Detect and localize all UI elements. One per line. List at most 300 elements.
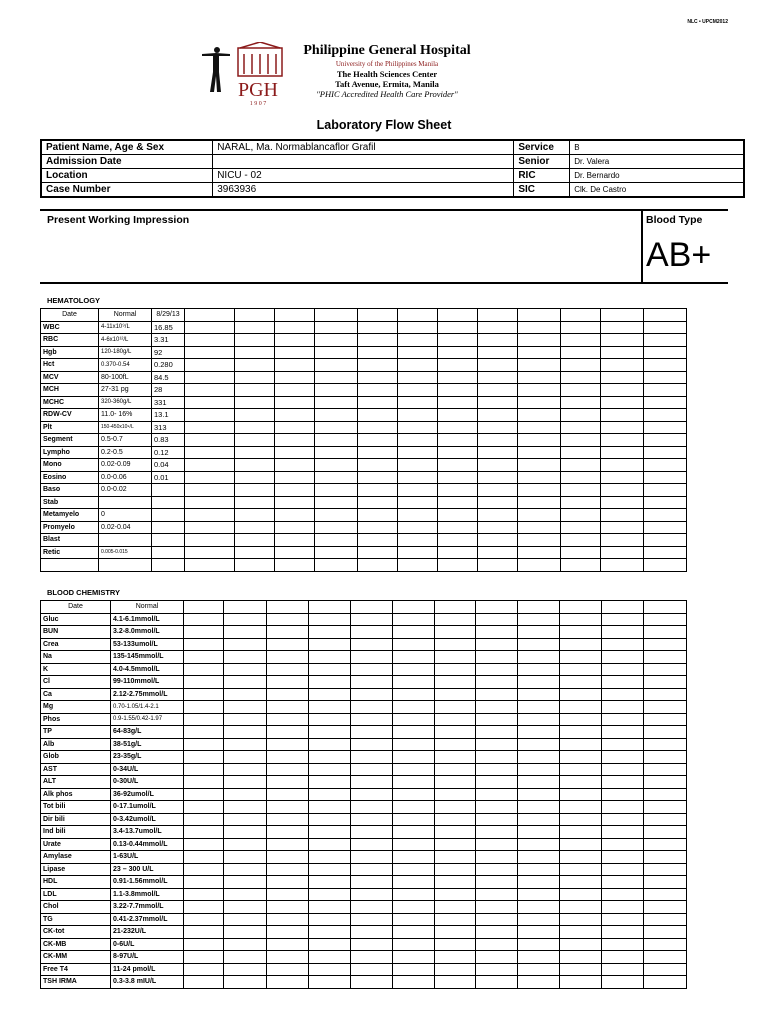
chemistry-header-row	[41, 601, 687, 614]
result-value: 84.5	[152, 371, 185, 384]
empty-cell	[561, 509, 601, 522]
empty-cell	[560, 876, 602, 889]
empty-cell	[224, 738, 267, 751]
empty-cell	[224, 826, 267, 839]
empty-cell	[560, 863, 602, 876]
empty-cell	[435, 976, 476, 989]
empty-cell	[393, 701, 435, 714]
empty-cell	[351, 738, 393, 751]
empty-cell	[267, 676, 309, 689]
empty-cell	[518, 751, 560, 764]
empty-cell	[476, 938, 518, 951]
empty-cell	[435, 788, 476, 801]
empty-cell	[275, 309, 315, 322]
normal-range: 1.1-3.8mmol/L	[111, 888, 184, 901]
normal-range: 0-30U/L	[111, 776, 184, 789]
empty-cell	[398, 421, 438, 434]
empty-cell	[309, 626, 351, 639]
empty-cell	[393, 651, 435, 664]
parameter-name: MCH	[41, 384, 99, 397]
table-row	[41, 651, 687, 664]
table-row	[41, 713, 687, 726]
table-row	[41, 688, 687, 701]
table-row	[41, 421, 687, 434]
empty-cell	[601, 371, 644, 384]
empty-cell	[184, 976, 224, 989]
empty-cell	[235, 346, 275, 359]
empty-cell	[184, 801, 224, 814]
empty-cell	[309, 738, 351, 751]
table-row	[41, 409, 687, 422]
empty-cell	[267, 938, 309, 951]
empty-cell	[351, 863, 393, 876]
empty-cell	[184, 738, 224, 751]
empty-cell	[438, 409, 478, 422]
empty-cell	[309, 726, 351, 739]
parameter-name: Hct	[41, 359, 99, 372]
normal-range: 53-133umol/L	[111, 638, 184, 651]
blood-type-label: Blood Type	[646, 214, 703, 226]
empty-cell	[435, 651, 476, 664]
empty-cell	[644, 409, 687, 422]
empty-cell	[267, 776, 309, 789]
empty-cell	[267, 926, 309, 939]
empty-cell	[476, 763, 518, 776]
empty-cell	[518, 976, 560, 989]
empty-cell	[267, 738, 309, 751]
info-value: 3963936	[213, 183, 514, 198]
empty-cell	[398, 309, 438, 322]
info-label: Location	[41, 169, 213, 183]
table-row	[41, 838, 687, 851]
normal-range: 4-6x10¹²/L	[99, 334, 152, 347]
empty-cell	[224, 813, 267, 826]
empty-cell	[602, 776, 644, 789]
result-value	[152, 521, 185, 534]
empty-cell	[224, 926, 267, 939]
logo-pgh-text: PGH	[237, 79, 279, 101]
empty-cell	[601, 359, 644, 372]
empty-cell	[224, 651, 267, 664]
parameter-name: ALT	[41, 776, 111, 789]
empty-cell	[644, 321, 687, 334]
empty-cell	[309, 901, 351, 914]
empty-cell	[561, 384, 601, 397]
empty-cell	[435, 826, 476, 839]
empty-cell	[184, 763, 224, 776]
empty-cell	[476, 663, 518, 676]
empty-cell	[476, 863, 518, 876]
table-row	[41, 384, 687, 397]
empty-cell	[351, 676, 393, 689]
empty-cell	[224, 713, 267, 726]
empty-cell	[560, 801, 602, 814]
empty-cell	[185, 534, 235, 547]
empty-cell	[561, 371, 601, 384]
empty-cell	[644, 663, 687, 676]
empty-cell	[560, 888, 602, 901]
empty-cell	[478, 346, 518, 359]
empty-cell	[184, 863, 224, 876]
empty-cell	[561, 309, 601, 322]
empty-cell	[275, 471, 315, 484]
empty-cell	[476, 613, 518, 626]
hematology-table	[40, 308, 687, 572]
empty-cell	[476, 726, 518, 739]
parameter-name: CK-tot	[41, 926, 111, 939]
empty-cell	[309, 688, 351, 701]
empty-cell	[315, 421, 358, 434]
empty-cell	[644, 613, 687, 626]
empty-cell	[518, 409, 561, 422]
empty-cell	[358, 421, 398, 434]
normal-range: 0.41-2.37mmol/L	[111, 913, 184, 926]
empty-cell	[518, 801, 560, 814]
info-value-2: Dr. Valera	[570, 155, 744, 169]
empty-cell	[309, 601, 351, 614]
table-row	[41, 509, 687, 522]
empty-cell	[602, 963, 644, 976]
empty-cell	[224, 851, 267, 864]
table-row	[41, 663, 687, 676]
empty-cell	[476, 788, 518, 801]
empty-cell	[601, 334, 644, 347]
normal-range: 27-31 pg	[99, 384, 152, 397]
table-row	[41, 546, 687, 559]
empty-cell	[275, 534, 315, 547]
parameter-name: Hgb	[41, 346, 99, 359]
empty-cell	[518, 359, 561, 372]
empty-cell	[644, 763, 687, 776]
empty-cell	[518, 776, 560, 789]
empty-cell	[644, 713, 687, 726]
empty-cell	[184, 676, 224, 689]
empty-cell	[309, 963, 351, 976]
empty-cell	[435, 638, 476, 651]
empty-cell	[315, 546, 358, 559]
empty-cell	[224, 601, 267, 614]
empty-cell	[267, 651, 309, 664]
empty-cell	[518, 913, 560, 926]
empty-cell	[601, 459, 644, 472]
university-name: University of the Philippines Manila	[335, 60, 439, 68]
empty-cell	[185, 546, 235, 559]
table-row	[41, 788, 687, 801]
empty-cell	[602, 851, 644, 864]
empty-cell	[518, 496, 561, 509]
normal-range: 1-63U/L	[111, 851, 184, 864]
empty-cell	[393, 813, 435, 826]
empty-cell	[275, 371, 315, 384]
parameter-name: Dir bili	[41, 813, 111, 826]
empty-cell	[393, 951, 435, 964]
empty-cell	[267, 713, 309, 726]
parameter-name: Amylase	[41, 851, 111, 864]
info-row	[41, 155, 744, 169]
empty-cell	[435, 738, 476, 751]
empty-cell	[235, 359, 275, 372]
normal-range: 135-145mmol/L	[111, 651, 184, 664]
empty-cell	[393, 738, 435, 751]
empty-cell	[602, 838, 644, 851]
empty-cell	[358, 371, 398, 384]
empty-cell	[478, 371, 518, 384]
result-value: 0.280	[152, 359, 185, 372]
empty-cell	[184, 788, 224, 801]
normal-range: 320-360g/L	[99, 396, 152, 409]
empty-cell	[644, 726, 687, 739]
empty-cell	[267, 638, 309, 651]
empty-cell	[393, 976, 435, 989]
empty-cell	[235, 521, 275, 534]
empty-cell	[184, 638, 224, 651]
normal-range: 3.4-13.7umol/L	[111, 826, 184, 839]
empty-cell	[184, 701, 224, 714]
empty-cell	[393, 826, 435, 839]
result-value: 0.04	[152, 459, 185, 472]
empty-cell	[435, 626, 476, 639]
normal-range: 0.02-0.09	[99, 459, 152, 472]
empty-cell	[315, 459, 358, 472]
empty-cell	[393, 963, 435, 976]
empty-cell	[351, 651, 393, 664]
empty-cell	[601, 534, 644, 547]
empty-cell	[224, 638, 267, 651]
empty-cell	[560, 776, 602, 789]
empty-cell	[435, 838, 476, 851]
empty-cell	[435, 876, 476, 889]
empty-cell	[315, 334, 358, 347]
empty-cell	[185, 509, 235, 522]
empty-cell	[351, 601, 393, 614]
empty-cell	[518, 421, 561, 434]
empty-cell	[435, 676, 476, 689]
empty-cell	[184, 751, 224, 764]
empty-cell	[275, 384, 315, 397]
empty-cell	[518, 713, 560, 726]
info-label: Admission Date	[41, 155, 213, 169]
empty-cell	[235, 421, 275, 434]
empty-cell	[185, 309, 235, 322]
parameter-name: Crea	[41, 638, 111, 651]
table-row	[41, 346, 687, 359]
empty-cell	[561, 346, 601, 359]
empty-cell	[235, 496, 275, 509]
result-value: 313	[152, 421, 185, 434]
empty-cell	[309, 751, 351, 764]
table-row	[41, 726, 687, 739]
empty-cell	[644, 601, 687, 614]
normal-range	[99, 496, 152, 509]
empty-cell	[478, 396, 518, 409]
empty-cell	[476, 963, 518, 976]
empty-cell	[309, 863, 351, 876]
empty-cell	[184, 951, 224, 964]
empty-cell	[393, 688, 435, 701]
empty-cell	[435, 701, 476, 714]
empty-cell	[351, 851, 393, 864]
parameter-name: Ca	[41, 688, 111, 701]
parameter-name: Urate	[41, 838, 111, 851]
empty-cell	[351, 826, 393, 839]
empty-cell	[267, 701, 309, 714]
empty-cell	[398, 459, 438, 472]
parameter-name: TG	[41, 913, 111, 926]
empty-cell	[351, 788, 393, 801]
empty-cell	[518, 701, 560, 714]
empty-cell	[478, 409, 518, 422]
parameter-name: TP	[41, 726, 111, 739]
empty-cell	[602, 651, 644, 664]
empty-cell	[518, 371, 561, 384]
empty-cell	[358, 459, 398, 472]
empty-cell	[224, 788, 267, 801]
empty-cell	[435, 776, 476, 789]
empty-cell	[518, 638, 560, 651]
empty-cell	[644, 788, 687, 801]
empty-cell	[518, 851, 560, 864]
empty-cell	[185, 346, 235, 359]
empty-cell	[224, 863, 267, 876]
empty-cell	[275, 509, 315, 522]
empty-cell	[235, 459, 275, 472]
empty-cell	[602, 613, 644, 626]
empty-cell	[315, 534, 358, 547]
empty-cell	[438, 459, 478, 472]
info-value	[213, 155, 514, 169]
empty-cell	[309, 676, 351, 689]
empty-cell	[561, 459, 601, 472]
empty-cell	[267, 751, 309, 764]
empty-cell	[224, 688, 267, 701]
empty-cell	[235, 509, 275, 522]
table-row	[41, 776, 687, 789]
impression-label: Present Working Impression	[47, 214, 190, 226]
empty-cell	[644, 826, 687, 839]
empty-cell	[438, 359, 478, 372]
hospital-subtitle: The Health Sciences Center	[336, 69, 438, 79]
empty-cell	[438, 509, 478, 522]
normal-range: 120-180g/L	[99, 346, 152, 359]
empty-cell	[184, 601, 224, 614]
empty-cell	[224, 801, 267, 814]
empty-cell	[602, 663, 644, 676]
empty-cell	[644, 496, 687, 509]
table-row	[41, 963, 687, 976]
empty-cell	[518, 471, 561, 484]
normal-range: 4.0-4.5mmol/L	[111, 663, 184, 676]
normal-range: 4-11x10⁹/L	[99, 321, 152, 334]
empty-cell	[224, 963, 267, 976]
empty-cell	[224, 776, 267, 789]
empty-cell	[518, 446, 561, 459]
empty-cell	[398, 534, 438, 547]
empty-cell	[351, 901, 393, 914]
parameter-name: Chol	[41, 901, 111, 914]
empty-cell	[393, 763, 435, 776]
empty-cell	[358, 309, 398, 322]
empty-cell	[275, 546, 315, 559]
empty-cell	[224, 676, 267, 689]
table-row	[41, 763, 687, 776]
empty-cell	[476, 676, 518, 689]
parameter-name: MCV	[41, 371, 99, 384]
empty-cell	[398, 521, 438, 534]
empty-cell	[518, 901, 560, 914]
empty-cell	[393, 776, 435, 789]
normal-range: 0.13-0.44mmol/L	[111, 838, 184, 851]
empty-cell	[398, 396, 438, 409]
empty-cell	[235, 321, 275, 334]
empty-cell	[393, 888, 435, 901]
empty-cell	[351, 951, 393, 964]
empty-cell	[561, 484, 601, 497]
empty-cell	[644, 534, 687, 547]
empty-cell	[267, 876, 309, 889]
parameter-name: Baso	[41, 484, 99, 497]
normal-range: 23-35g/L	[111, 751, 184, 764]
empty-cell	[309, 976, 351, 989]
empty-cell	[602, 801, 644, 814]
empty-cell	[518, 434, 561, 447]
empty-cell	[184, 776, 224, 789]
empty-cell	[602, 901, 644, 914]
empty-cell	[275, 459, 315, 472]
empty-cell	[644, 913, 687, 926]
empty-cell	[435, 813, 476, 826]
empty-cell	[518, 963, 560, 976]
empty-cell	[438, 496, 478, 509]
empty-cell	[438, 434, 478, 447]
table-row	[41, 484, 687, 497]
normal-range: 4.1-6.1mmol/L	[111, 613, 184, 626]
parameter-name: Lympho	[41, 446, 99, 459]
empty-cell	[518, 521, 561, 534]
empty-cell	[560, 763, 602, 776]
logo-year-text: 1 9 0 7	[249, 101, 267, 107]
hospital-accreditation: "PHIC Accredited Health Care Provider"	[316, 89, 458, 99]
empty-cell	[309, 813, 351, 826]
empty-cell	[351, 701, 393, 714]
parameter-name: Promyelo	[41, 521, 99, 534]
empty-cell	[518, 309, 561, 322]
empty-cell	[275, 559, 315, 572]
empty-cell	[267, 951, 309, 964]
table-row	[41, 926, 687, 939]
empty-cell	[267, 863, 309, 876]
empty-cell	[644, 751, 687, 764]
empty-cell	[518, 663, 560, 676]
empty-cell	[351, 876, 393, 889]
empty-cell	[224, 951, 267, 964]
table-row	[41, 434, 687, 447]
result-value: 0.83	[152, 434, 185, 447]
empty-cell	[185, 359, 235, 372]
empty-cell	[267, 601, 309, 614]
empty-cell	[478, 321, 518, 334]
empty-cell	[561, 434, 601, 447]
empty-cell	[185, 521, 235, 534]
empty-cell	[393, 601, 435, 614]
empty-cell	[235, 446, 275, 459]
empty-cell	[438, 371, 478, 384]
empty-cell	[602, 813, 644, 826]
empty-cell	[398, 434, 438, 447]
hospital-building-icon	[238, 42, 282, 76]
empty-cell	[309, 663, 351, 676]
column-header-date: Date	[41, 601, 111, 614]
empty-cell	[478, 459, 518, 472]
